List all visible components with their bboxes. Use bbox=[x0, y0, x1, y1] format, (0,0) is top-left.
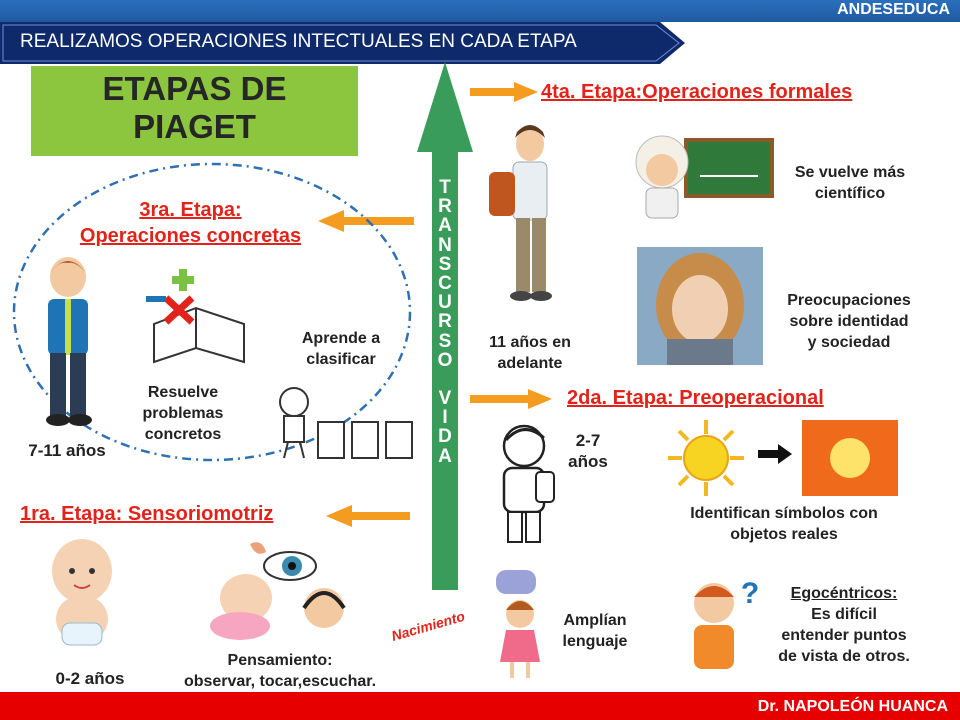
item-line: clasificar bbox=[306, 351, 376, 368]
stage2-age: 2-7 años bbox=[568, 431, 608, 471]
item-line: Aprende a bbox=[301, 330, 381, 347]
item-line: Es difícil bbox=[811, 606, 877, 623]
svg-text:?: ? bbox=[740, 577, 760, 610]
preschool-boy-illustration bbox=[486, 422, 566, 552]
axis-letter: D bbox=[438, 426, 452, 448]
stage3-title bbox=[58, 197, 323, 249]
axis-letter: V bbox=[438, 388, 452, 410]
axis-letter: T bbox=[439, 177, 451, 198]
page-title-line1: ETAPAS DE bbox=[102, 70, 287, 107]
axis-letter: I bbox=[442, 407, 448, 429]
top-bar bbox=[0, 0, 960, 22]
stage4-item-identity bbox=[768, 290, 930, 353]
talking-girl-illustration bbox=[490, 570, 552, 682]
item-line: Preocupaciones bbox=[787, 292, 911, 309]
item-line: Identifican símbolos con bbox=[690, 505, 878, 522]
arrow-right-stage2 bbox=[470, 389, 554, 409]
birth-label: Nacimiento bbox=[389, 607, 467, 644]
arrow-left-stage1 bbox=[326, 505, 410, 527]
teen-boy-illustration bbox=[475, 122, 585, 307]
confused-boy-illustration bbox=[684, 575, 764, 677]
item-line: problemas bbox=[142, 405, 224, 422]
author-label: Dr. NAPOLEÓN HUANCA bbox=[757, 698, 948, 715]
axis-letter: U bbox=[438, 292, 452, 314]
item-line: sobre identidad bbox=[789, 313, 909, 330]
stage2-item-language bbox=[548, 610, 642, 652]
banner-text: REALIZAMOS OPERACIONES INTECTUALES EN CADA ETAPA bbox=[20, 31, 577, 52]
stage3-title-line2: Operaciones concretas bbox=[79, 225, 302, 247]
item-line: Amplían bbox=[563, 612, 627, 629]
stage4-age-line2: adelante bbox=[497, 355, 563, 372]
math-book-illustration bbox=[146, 268, 251, 368]
item-line: concretos bbox=[144, 426, 222, 443]
baby-illustration bbox=[38, 535, 128, 655]
thoughtful-girl-photo bbox=[637, 247, 763, 365]
sun-to-sunset-illustration bbox=[666, 418, 901, 498]
stage3-item-problems bbox=[128, 382, 238, 445]
item-line: lenguaje bbox=[562, 633, 628, 650]
axis-letter: C bbox=[438, 273, 452, 295]
item-line: observar, tocar,escuchar. bbox=[183, 673, 377, 690]
axis-letter: R bbox=[438, 196, 452, 218]
item-line: científico bbox=[814, 185, 886, 202]
stage1-item-thinking bbox=[150, 650, 410, 692]
brand-label: ANDESEDUCA bbox=[837, 1, 950, 18]
item-line: y sociedad bbox=[807, 334, 891, 351]
stage4-age-line1: 11 años en bbox=[489, 334, 571, 351]
stage4-item-scientific bbox=[770, 162, 930, 204]
senses-illustration bbox=[210, 538, 350, 643]
item-line: Resuelve bbox=[147, 384, 219, 401]
axis-letter: A bbox=[438, 445, 452, 467]
stage1-age: 0-2 años bbox=[55, 669, 125, 688]
axis-letters bbox=[430, 178, 460, 466]
axis-letter: O bbox=[437, 349, 453, 371]
stage3-age: 7-11 años bbox=[28, 441, 106, 460]
axis-letter: R bbox=[438, 311, 452, 333]
stage2-item-egocentric bbox=[762, 583, 926, 667]
item-line: entender puntos bbox=[781, 627, 907, 644]
stage4-title: 4ta. Etapa:Operaciones formales bbox=[541, 81, 853, 103]
axis-letter: S bbox=[438, 253, 452, 275]
sorting-child-illustration bbox=[272, 382, 424, 460]
scientist-illustration bbox=[626, 126, 776, 226]
stage1-title: 1ra. Etapa: Sensoriomotriz bbox=[20, 503, 274, 525]
stage2-title: 2da. Etapa: Preoperacional bbox=[567, 387, 824, 409]
axis-letter: S bbox=[438, 330, 452, 352]
item-line: de vista de otros. bbox=[778, 648, 910, 665]
child-boy-illustration bbox=[28, 255, 108, 430]
item-line: Pensamiento: bbox=[227, 652, 333, 669]
page-title-line2: PIAGET bbox=[133, 108, 256, 145]
stage3-title-line1: 3ra. Etapa: bbox=[139, 199, 242, 221]
item-line: Se vuelve más bbox=[794, 164, 906, 181]
page-title bbox=[31, 70, 358, 146]
axis-letter bbox=[430, 370, 460, 389]
item-line: objetos reales bbox=[730, 526, 838, 543]
arrow-right-stage4 bbox=[470, 82, 540, 102]
stage3-item-classify bbox=[286, 328, 396, 370]
axis-letter: N bbox=[438, 234, 452, 256]
item-line: Egocéntricos: bbox=[790, 585, 898, 602]
axis-letter: A bbox=[438, 215, 452, 237]
stage4-age bbox=[470, 332, 590, 374]
stage2-item-symbols bbox=[664, 503, 904, 545]
